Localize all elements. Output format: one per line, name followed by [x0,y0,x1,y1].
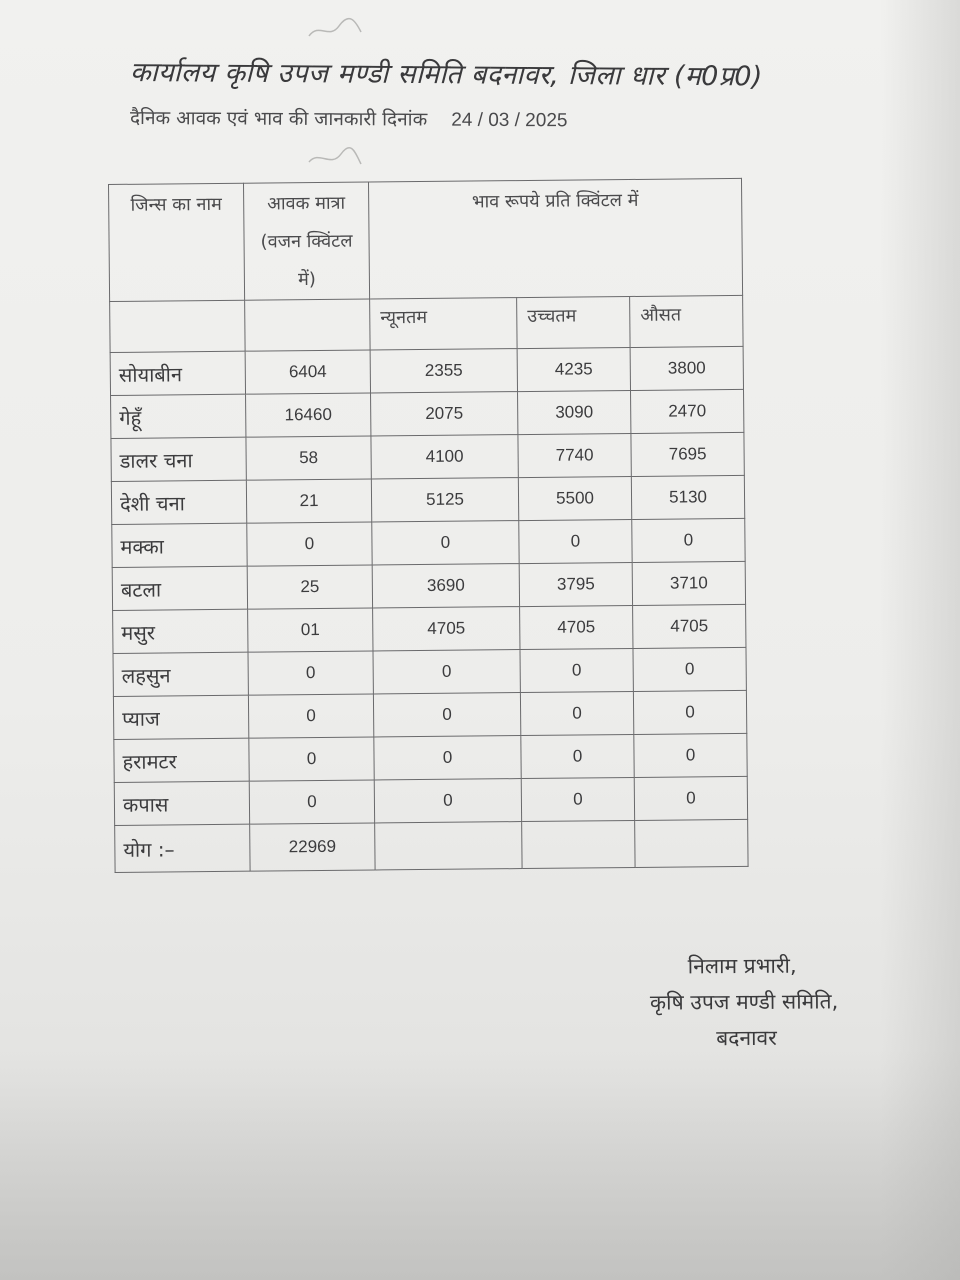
price-max: 0 [521,734,634,778]
price-min: 4705 [373,607,520,651]
header-price-group: भाव रूपये प्रति क्विंटल में [368,178,742,299]
price-avg: 0 [634,776,747,820]
paper-shadow-right [880,0,960,1280]
table-row [113,690,746,739]
signature-line-title: निलाम प्रभारी, [687,953,797,979]
total-empty [522,820,635,868]
price-avg: 3710 [632,561,745,605]
table-row [113,604,746,653]
header-commodity: जिन्स का नाम [109,183,245,301]
faint-ink-mark [305,14,365,44]
price-avg: 5130 [631,475,744,519]
commodity-name: कपास [114,781,249,825]
price-avg: 0 [633,690,746,734]
office-title: कार्यालय कृषि उपज मण्डी समिति बदनावर, जिला धार (म0प्र0) [129,57,763,93]
commodity-name: गेहूँ [111,394,246,438]
faint-ink-mark [305,144,365,174]
price-min: 5125 [371,478,518,522]
price-min: 3690 [372,564,519,608]
price-min: 0 [374,779,521,823]
price-avg: 0 [634,733,747,777]
table-subheader-row [110,295,743,352]
commodity-name: बटला [112,566,247,610]
commodity-name: मसुर [113,609,248,653]
price-max: 0 [520,648,633,692]
arrival-qty: 01 [248,608,373,652]
report-date: 24 / 03 / 2025 [451,109,568,132]
arrival-qty: 6404 [245,350,370,394]
rates-table [108,178,749,873]
table-header-row [109,178,743,301]
header-avg: औसत [630,295,743,347]
price-max: 0 [520,691,633,735]
total-empty [375,822,522,870]
commodity-name: हरामटर [114,738,249,782]
commodity-name: मक्का [112,523,247,567]
header-max: उच्चतम [517,296,630,348]
price-min: 4100 [371,435,518,479]
table-row [112,518,745,567]
header-quantity: आवक मात्रा (वजन क्विंटल में) [243,182,369,300]
signature-line-committee: कृषि उपज मण्डी समिति, [649,989,839,1015]
subtitle-text: दैनिक आवक एवं भाव की जानकारी दिनांक [129,107,428,131]
total-qty: 22969 [250,823,375,871]
report-subtitle [130,104,568,132]
price-max: 7740 [518,433,631,477]
arrival-qty: 0 [249,780,374,824]
arrival-qty: 16460 [246,393,371,437]
table-row [113,647,746,696]
signature-line-place: बदनावर [716,1025,777,1051]
arrival-qty: 25 [247,565,372,609]
price-max: 4235 [517,347,630,391]
price-avg: 0 [632,518,745,562]
arrival-qty: 0 [248,651,373,695]
price-avg: 4705 [633,604,746,648]
subheader-empty [245,299,370,351]
price-max: 3795 [519,562,632,606]
price-min: 0 [372,521,519,565]
paper-shadow-bottom [0,1050,960,1280]
table-row [111,475,744,524]
price-max: 3090 [518,390,631,434]
commodity-name: देशी चना [111,480,246,524]
commodity-name: लहसुन [113,652,248,696]
price-min: 0 [374,736,521,780]
signature-block [650,947,839,1056]
table-row [114,776,747,825]
arrival-qty: 58 [246,436,371,480]
price-avg: 0 [633,647,746,691]
arrival-qty: 0 [247,522,372,566]
price-min: 2075 [371,392,518,436]
price-avg: 3800 [630,346,743,390]
commodity-name: डालर चना [111,437,246,481]
header-min: न्यूनतम [370,298,517,350]
subheader-empty [110,300,245,352]
price-max: 0 [521,777,634,821]
price-min: 0 [373,693,520,737]
arrival-qty: 0 [249,737,374,781]
table-row [112,561,745,610]
rates-table-container [108,178,749,873]
price-min: 0 [373,650,520,694]
table-row [111,432,744,481]
price-max: 0 [519,519,632,563]
commodity-name: सोयाबीन [110,351,245,395]
commodity-name: प्याज [113,695,248,739]
arrival-qty: 21 [246,479,371,523]
total-label: योग :– [115,824,250,872]
table-row [110,346,743,395]
table-row [114,733,747,782]
total-row [115,819,748,872]
price-max: 5500 [518,476,631,520]
price-min: 2355 [370,349,517,393]
table-row [111,389,744,438]
price-avg: 2470 [631,389,744,433]
price-avg: 7695 [631,432,744,476]
total-empty [635,819,748,867]
price-max: 4705 [520,605,633,649]
arrival-qty: 0 [248,694,373,738]
